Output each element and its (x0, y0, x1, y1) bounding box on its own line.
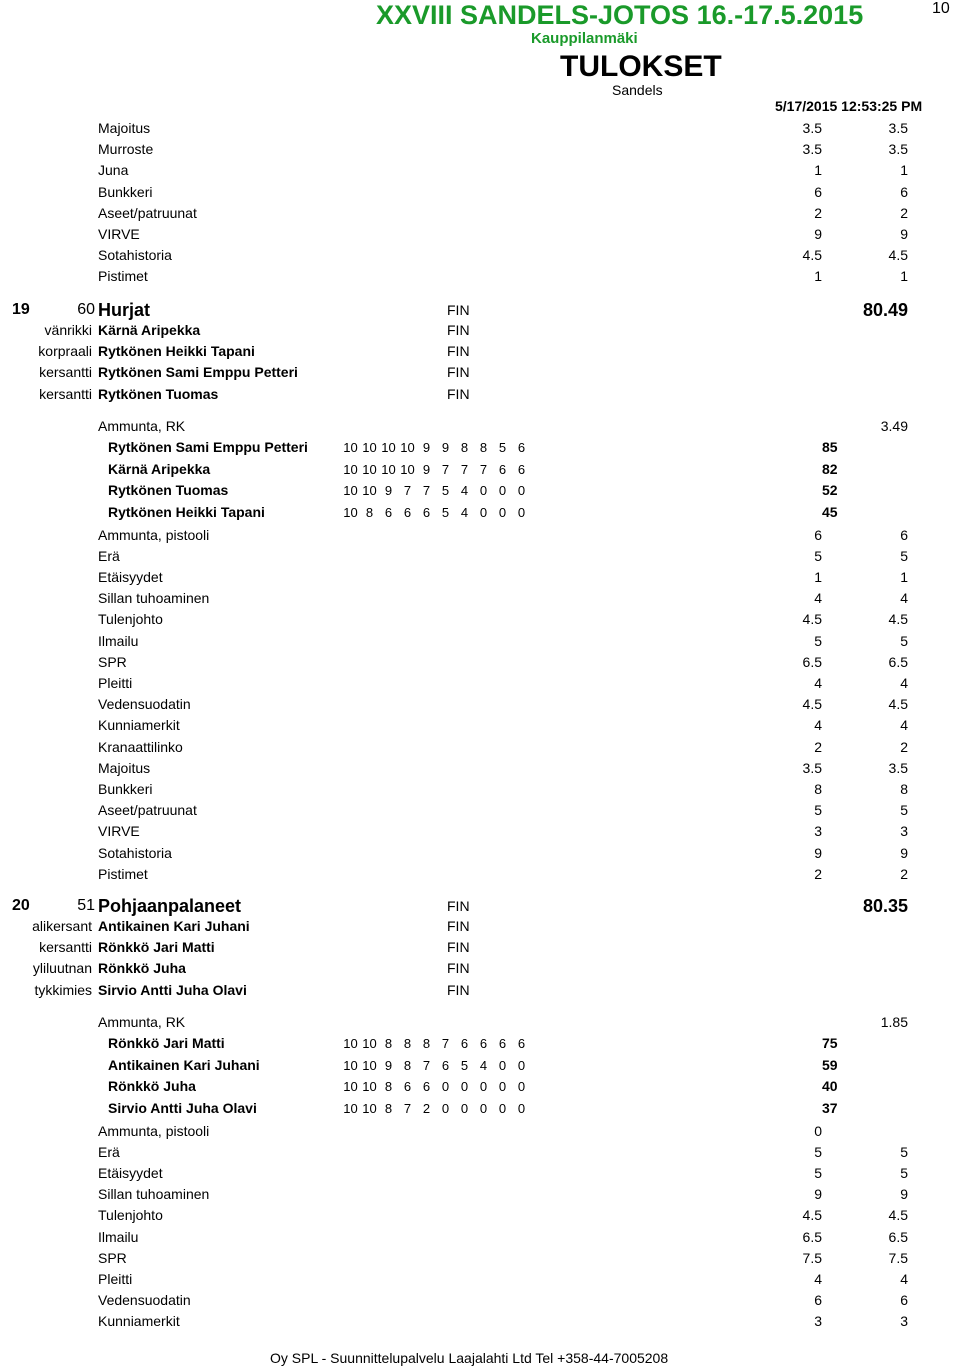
task-points: 3 (900, 1313, 908, 1330)
task-points: 4.5 (888, 1207, 908, 1224)
shooter-total: 37 (822, 1099, 838, 1116)
member-rank: kersantti (39, 939, 92, 956)
shot-score: 7 (422, 1057, 431, 1073)
shot-score: 6 (517, 1035, 526, 1051)
shot-score: 10 (362, 461, 377, 477)
task-score: 6 (814, 526, 822, 543)
member-country: FIN (447, 343, 470, 360)
task-points: 5 (900, 1143, 908, 1160)
task-score: 2 (814, 738, 822, 755)
task-points: 3.5 (888, 759, 908, 776)
shot-score: 0 (498, 1057, 507, 1073)
task-points: 1 (900, 268, 908, 285)
task-score: 6.5 (802, 1228, 822, 1245)
shot-score: 6 (498, 1035, 507, 1051)
shooter-total: 75 (822, 1034, 838, 1051)
task-score: 0 (814, 1122, 822, 1139)
task-name: Vedensuodatin (98, 1292, 191, 1309)
task-score: 5 (814, 1165, 822, 1181)
shot-score: 0 (479, 483, 488, 499)
shot-score: 8 (403, 1035, 412, 1051)
task-name: Erä (98, 1143, 120, 1160)
shot-score: 0 (460, 1079, 469, 1095)
shot-score: 8 (403, 1057, 412, 1073)
shot-score: 10 (343, 1100, 358, 1116)
member-country: FIN (447, 385, 470, 402)
task-name: SPR (98, 1249, 127, 1266)
shot-score: 10 (362, 483, 377, 499)
shot-score: 7 (460, 461, 469, 477)
task-name: Ilmailu (98, 632, 139, 649)
member-country: FIN (447, 981, 470, 998)
task-points: 4.5 (888, 696, 908, 713)
page-number: 10 (932, 0, 950, 17)
member-country: FIN (447, 939, 470, 956)
task-score: 9 (814, 226, 822, 242)
member-name: Rönkkö Juha (98, 960, 186, 977)
task-score: 4.5 (802, 611, 822, 628)
task-name: Ammunta, pistooli (98, 526, 210, 543)
task-name: Pleitti (98, 1271, 133, 1287)
task-points: 4 (900, 1271, 908, 1287)
shot-score: 6 (441, 1057, 450, 1073)
task-points: 6 (900, 526, 908, 543)
team-number: 60 (77, 301, 95, 318)
task-score: 3 (814, 823, 822, 840)
shot-score: 7 (403, 483, 412, 499)
shot-score: 10 (362, 1057, 377, 1073)
shooter-total: 82 (822, 460, 838, 477)
task-name: Kunniamerkit (98, 1313, 180, 1330)
task-name: Aseet/patruunat (98, 204, 197, 221)
event-name: Sandels (612, 82, 663, 98)
task-score: 3.5 (802, 120, 822, 136)
task-score: 4.5 (802, 696, 822, 713)
shot-score: 10 (381, 439, 396, 455)
task-points: 4.5 (888, 247, 908, 264)
task-points: 5 (900, 632, 908, 649)
task-points: 8 (900, 781, 908, 797)
member-name: Antikainen Kari Juhani (98, 918, 250, 934)
task-name: Majoitus (98, 759, 151, 776)
event-title: XXVIII SANDELS-JOTOS 16.-17.5.2015 (376, 0, 864, 30)
task-score: 5 (814, 632, 822, 649)
member-rank: tykkimies (34, 981, 92, 998)
shot-score: 7 (403, 1100, 412, 1116)
page-footer: Oy SPL - Suunnittelupalvelu Laajalahti Ltd Tel +358-44-7005208 (270, 1350, 669, 1366)
shot-score: 0 (479, 1079, 488, 1095)
team-country: FIN (447, 302, 470, 318)
shot-score: 5 (498, 439, 507, 455)
task-score: 4.5 (802, 1207, 822, 1224)
shot-score: 8 (384, 1100, 393, 1116)
task-points: 6 (900, 183, 908, 200)
task-name: Bunkkeri (98, 781, 153, 797)
shot-score: 8 (384, 1035, 393, 1051)
task-points: 7.5 (888, 1249, 908, 1266)
task-name: Tulenjohto (98, 1207, 163, 1224)
shooter-total: 40 (822, 1078, 838, 1095)
task-name: Kranaattilinko (98, 738, 183, 755)
shot-score: 5 (441, 483, 450, 499)
task-name: SPR (98, 653, 127, 670)
shot-score: 0 (517, 483, 526, 499)
shot-score: 7 (479, 461, 488, 477)
task-points: 5 (900, 802, 908, 819)
task-points: 4 (900, 590, 908, 607)
team-name: Hurjat (98, 300, 151, 320)
task-score: 3.5 (802, 141, 822, 158)
shot-score: 6 (403, 1079, 412, 1095)
shooter-total: 59 (822, 1056, 838, 1073)
task-name: Kunniamerkit (98, 717, 180, 734)
task-points: 9 (900, 1186, 908, 1203)
shot-score: 9 (422, 461, 431, 477)
task-name: Sotahistoria (98, 844, 172, 861)
shot-score: 0 (498, 504, 507, 520)
task-name: VIRVE (98, 823, 140, 840)
shot-score: 6 (384, 504, 393, 520)
team-total-score: 80.49 (862, 300, 908, 320)
shot-score: 8 (479, 439, 488, 455)
shot-score: 6 (422, 504, 431, 520)
member-rank: alikersant (32, 918, 92, 934)
team-placement: 19 (12, 301, 30, 318)
task-points: 9 (900, 226, 908, 242)
task-score: 4.5 (802, 247, 822, 264)
task-points: 3.5 (888, 141, 908, 158)
task-name: Tulenjohto (98, 611, 163, 628)
task-name: Ilmailu (98, 1228, 139, 1245)
shot-score: 4 (460, 504, 469, 520)
shot-score: 6 (403, 504, 412, 520)
member-rank: kersantti (39, 364, 92, 381)
task-score: 1 (814, 268, 822, 285)
task-score: 9 (814, 844, 822, 861)
task-points: 5 (900, 547, 908, 564)
task-points: 3 (900, 823, 908, 840)
shooting-label: Ammunta, RK (98, 1013, 186, 1030)
shot-score: 4 (479, 1057, 488, 1073)
team-total-score: 80.35 (862, 896, 908, 916)
shot-score: 0 (441, 1100, 450, 1116)
task-score: 6 (814, 183, 822, 200)
task-score: 4 (814, 590, 822, 607)
member-rank: yliluutnan (32, 960, 92, 977)
shooter-name: Rönkkö Juha (108, 1078, 196, 1095)
task-points: 4.5 (888, 611, 908, 628)
task-name: Murroste (98, 141, 154, 158)
shot-score: 9 (384, 1057, 393, 1073)
task-points: 6.5 (888, 653, 908, 670)
task-points: 9 (900, 844, 908, 861)
shooter-total: 45 (822, 503, 838, 520)
task-points: 1 (900, 569, 908, 585)
task-score: 5 (814, 1143, 822, 1160)
shot-score: 5 (460, 1057, 469, 1073)
task-score: 4 (814, 717, 822, 734)
task-name: Majoitus (98, 120, 151, 136)
task-score: 7.5 (802, 1249, 822, 1266)
task-name: Sillan tuhoaminen (98, 590, 210, 607)
member-name: Kärnä Aripekka (98, 322, 201, 338)
task-name: Etäisyydet (98, 569, 163, 585)
team-number: 51 (77, 897, 95, 914)
shot-score: 0 (517, 1100, 526, 1116)
page-heading: TULOKSET (560, 50, 722, 83)
task-name: Juna (98, 162, 129, 179)
shot-score: 10 (400, 439, 415, 455)
task-points: 6 (900, 1292, 908, 1309)
shooter-name: Sirvio Antti Juha Olavi (108, 1099, 257, 1116)
task-score: 6.5 (802, 653, 822, 670)
shot-score: 10 (343, 1035, 358, 1051)
task-name: Aseet/patruunat (98, 802, 197, 819)
shooter-name: Rytkönen Sami Emppu Petteri (108, 438, 308, 455)
shot-score: 9 (384, 483, 393, 499)
task-score: 4 (814, 675, 822, 691)
shot-score: 10 (381, 461, 396, 477)
member-name: Sirvio Antti Juha Olavi (98, 981, 247, 998)
shot-score: 10 (343, 1057, 358, 1073)
shot-score: 0 (479, 1100, 488, 1116)
member-rank: korpraali (38, 343, 92, 360)
task-name: Pistimet (98, 865, 148, 882)
shooter-name: Rönkkö Jari Matti (108, 1034, 225, 1051)
task-score: 5 (814, 547, 822, 564)
shot-score: 8 (422, 1035, 431, 1051)
team-placement: 20 (12, 897, 30, 914)
task-points: 2 (900, 204, 908, 221)
member-name: Rönkkö Jari Matti (98, 939, 215, 956)
shot-score: 9 (422, 439, 431, 455)
shot-score: 10 (362, 439, 377, 455)
member-country: FIN (447, 918, 470, 934)
shot-score: 8 (365, 504, 374, 520)
shot-score: 0 (498, 483, 507, 499)
shooter-name: Antikainen Kari Juhani (108, 1056, 260, 1073)
task-score: 3.5 (802, 759, 822, 776)
shot-score: 0 (517, 1079, 526, 1095)
shot-score: 0 (517, 504, 526, 520)
member-rank: kersantti (39, 385, 92, 402)
task-score: 1 (814, 569, 822, 585)
task-name: Vedensuodatin (98, 696, 191, 713)
task-score: 9 (814, 1186, 822, 1203)
shooter-total: 85 (822, 438, 838, 455)
shot-score: 2 (422, 1100, 431, 1116)
task-name: Erä (98, 547, 120, 564)
task-score: 8 (814, 781, 822, 797)
task-score: 1 (814, 162, 822, 179)
shooting-label: Ammunta, RK (98, 417, 186, 434)
shot-score: 6 (460, 1035, 469, 1051)
member-country: FIN (447, 364, 470, 381)
task-name: VIRVE (98, 226, 140, 242)
task-points: 1 (900, 162, 908, 179)
shot-score: 7 (441, 1035, 450, 1051)
team-name: Pohjaanpalaneet (98, 896, 242, 916)
task-points: 6.5 (888, 1228, 908, 1245)
shot-score: 0 (479, 504, 488, 520)
member-name: Rytkönen Sami Emppu Petteri (98, 364, 298, 381)
shot-score: 10 (343, 483, 358, 499)
shot-score: 10 (362, 1100, 377, 1116)
task-score: 3 (814, 1313, 822, 1330)
shooting-total: 3.49 (880, 417, 908, 434)
shot-score: 9 (441, 439, 450, 455)
shot-score: 0 (517, 1057, 526, 1073)
event-location: Kauppilanmäki (531, 30, 638, 47)
task-score: 4 (814, 1271, 822, 1287)
team-country: FIN (447, 898, 470, 914)
shot-score: 6 (517, 461, 526, 477)
member-name: Rytkönen Heikki Tapani (98, 343, 255, 360)
shooter-total: 52 (822, 482, 838, 499)
shot-score: 10 (343, 504, 358, 520)
shooting-total: 1.85 (880, 1013, 908, 1030)
shot-score: 0 (441, 1079, 450, 1095)
task-name: Etäisyydet (98, 1165, 163, 1181)
shot-score: 0 (498, 1079, 507, 1095)
shot-score: 10 (362, 1079, 377, 1095)
shot-score: 6 (517, 439, 526, 455)
shot-score: 10 (343, 1079, 358, 1095)
task-name: Sotahistoria (98, 247, 172, 264)
member-country: FIN (447, 960, 470, 977)
task-points: 2 (900, 738, 908, 755)
shot-score: 5 (441, 504, 450, 520)
shot-score: 6 (422, 1079, 431, 1095)
shot-score: 10 (343, 439, 358, 455)
task-points: 4 (900, 675, 908, 691)
task-points: 4 (900, 717, 908, 734)
shot-score: 4 (460, 483, 469, 499)
shot-score: 8 (384, 1079, 393, 1095)
task-points: 2 (900, 865, 908, 882)
shot-score: 10 (400, 461, 415, 477)
task-name: Sillan tuhoaminen (98, 1186, 210, 1203)
task-name: Bunkkeri (98, 183, 153, 200)
shot-score: 0 (498, 1100, 507, 1116)
shot-score: 6 (498, 461, 507, 477)
member-name: Rytkönen Tuomas (98, 385, 219, 402)
shooter-name: Rytkönen Tuomas (108, 482, 229, 499)
shooter-name: Rytkönen Heikki Tapani (108, 503, 265, 520)
task-score: 2 (814, 204, 822, 221)
task-name: Pistimet (98, 268, 148, 285)
shooter-name: Kärnä Aripekka (108, 460, 211, 477)
shot-score: 10 (343, 461, 358, 477)
task-score: 5 (814, 802, 822, 819)
shot-score: 7 (422, 483, 431, 499)
task-name: Ammunta, pistooli (98, 1122, 210, 1139)
shot-score: 6 (479, 1035, 488, 1051)
task-points: 3.5 (888, 120, 908, 136)
shot-score: 10 (362, 1035, 377, 1051)
task-points: 5 (900, 1165, 908, 1181)
task-score: 2 (814, 865, 822, 882)
shot-score: 8 (460, 439, 469, 455)
member-rank: vänrikki (44, 322, 92, 338)
shot-score: 0 (460, 1100, 469, 1116)
member-country: FIN (447, 322, 470, 338)
print-timestamp: 5/17/2015 12:53:25 PM (775, 98, 923, 114)
task-name: Pleitti (98, 675, 133, 691)
task-score: 6 (814, 1292, 822, 1309)
shot-score: 7 (441, 461, 450, 477)
